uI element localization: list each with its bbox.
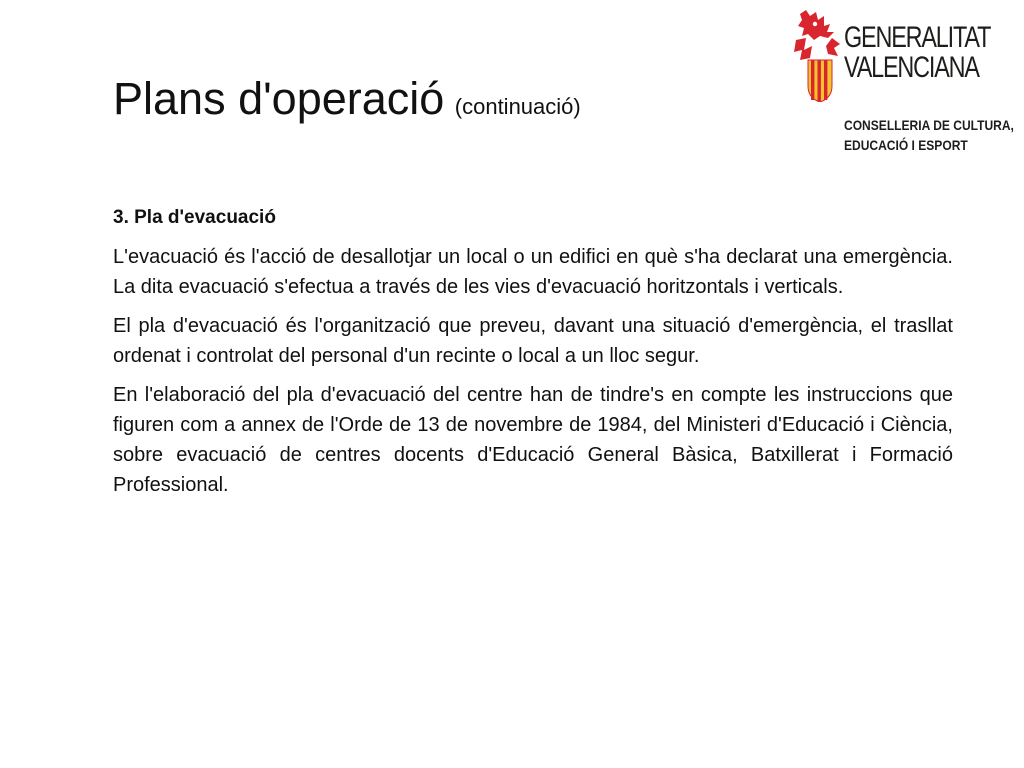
logo-name-line2: VALENCIANA	[844, 51, 979, 84]
logo-department	[844, 115, 1014, 155]
title-subtitle: (continuació)	[454, 94, 581, 119]
title-main: Plans d'operació	[113, 73, 445, 124]
paragraph-plan: El pla d'evacuació és l'organització que preveu, davant una situació d'emergència, el trasllat ordenat i controlat del personal d'un recinte o local a un lloc segur.	[113, 315, 953, 367]
slide-content	[113, 205, 953, 509]
generalitat-logo	[794, 10, 1014, 160]
generalitat-emblem-icon	[794, 10, 844, 102]
slide-title	[113, 72, 581, 126]
logo-name-line1: GENERALITAT	[844, 21, 991, 54]
section-heading: 3. Pla d'evacuació	[113, 207, 276, 228]
logo-dept-line2: EDUCACIÓ I ESPORT	[844, 137, 968, 153]
paragraph-instructions: En l'elaboració del pla d'evacuació del centre han de tindre's en compte les instruccions que figuren com a annex de l'Orde de 13 de novembre de 1984, del Ministeri d'Educació i Ciència, sobre evacuació de centres docents d'Educació General Bàsica, Batxillerat i Formació Professional.	[113, 384, 953, 496]
logo-dept-line1: CONSELLERIA DE CULTURA,	[844, 117, 1014, 133]
paragraph-definition: L'evacuació és l'acció de desallotjar un local o un edifici en què s'ha declarat una emergència. La dita evacuació s'efectua a través de les vies d'evacuació horitzontals i verticals.	[113, 246, 953, 298]
logo-name	[844, 23, 990, 83]
